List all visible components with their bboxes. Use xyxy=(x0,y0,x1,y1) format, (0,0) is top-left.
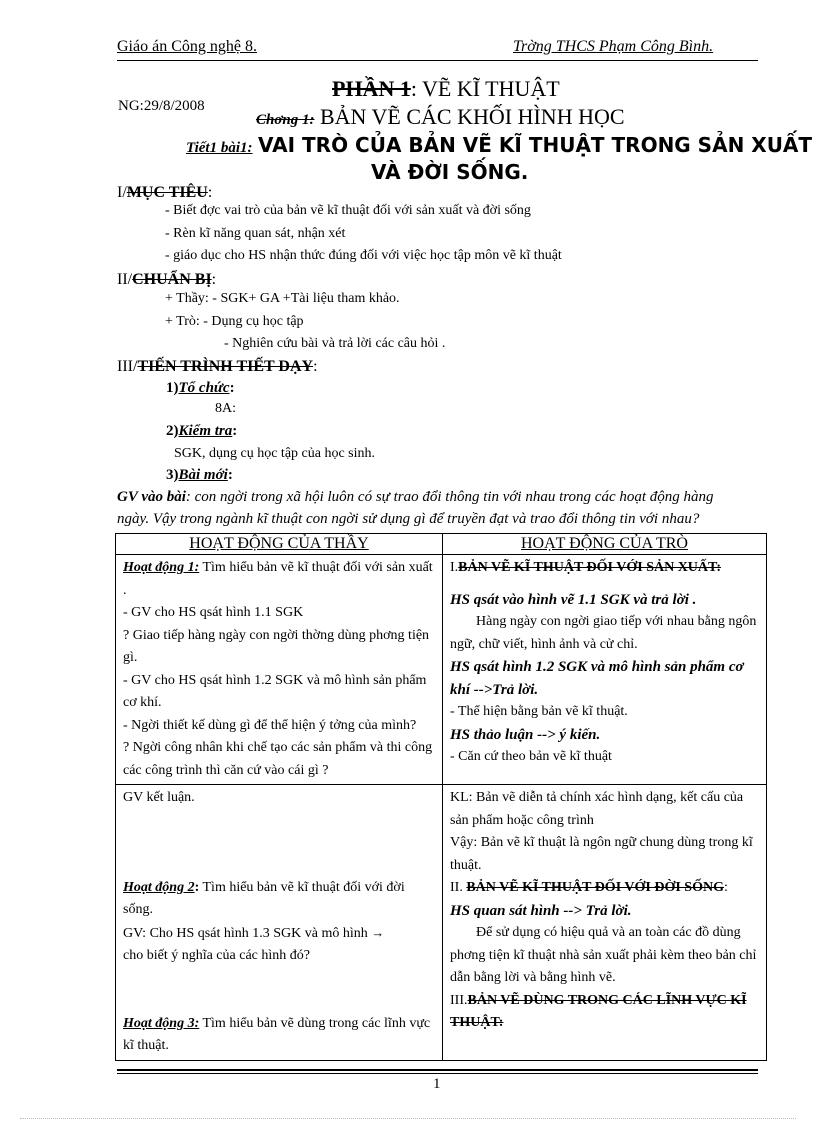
lesson-title-line2: VÀ ĐỜI SỐNG. xyxy=(371,160,529,184)
activity-table xyxy=(115,533,767,1061)
teacher-line: ? Giao tiếp hàng ngày con ngời thờng dùng phơng tiện gì. xyxy=(123,627,430,665)
intro-label: GV vào bài xyxy=(117,489,186,505)
heading-number: I. xyxy=(450,560,459,575)
heading-colon: : xyxy=(723,880,728,895)
column-header-teacher: HOẠT ĐỘNG CỦA THẦY xyxy=(116,534,443,555)
teacher-cell xyxy=(116,785,443,1061)
spacer xyxy=(123,968,435,1013)
subsection-number: 1) xyxy=(166,380,179,396)
part-title-text: : VẼ KĨ THUẬT xyxy=(410,76,560,101)
teacher-text: GV: Cho HS qsát hình 1.3 SGK và mô hình xyxy=(123,925,368,941)
intro-line-1 xyxy=(117,489,714,506)
section-heading-objectives xyxy=(117,184,212,202)
teacher-line: ? Ngời công nhân khi chế tạo các sản phẩm và thi công các công trình thì căn cứ vào cái gì ? xyxy=(123,740,433,778)
chapter-title-text: BẢN VẼ CÁC KHỐI HÌNH HỌC xyxy=(319,104,625,129)
teacher-line xyxy=(123,922,435,946)
subsection-number: 2) xyxy=(166,423,179,439)
activity-label: Hoạt động 3: xyxy=(123,1015,200,1031)
table-row xyxy=(116,555,767,785)
section-heading-procedure xyxy=(117,358,318,376)
subsection-new-lesson: 3)Bài mới: xyxy=(166,467,233,483)
student-line: HS quan sát hình --> Trả lời. xyxy=(450,902,632,919)
lesson-label: Tiết1 bài1: xyxy=(186,140,253,156)
objective-item: - giáo dục cho HS nhận thức đúng đối với việc học tập môn vẽ kĩ thuật xyxy=(165,248,562,263)
class-name: 8A: xyxy=(215,401,236,416)
section-number: I/ xyxy=(117,184,127,201)
teacher-line: - GV cho HS qsát hình 1.2 SGK và mô hình sản phẩm cơ khí. xyxy=(123,672,427,710)
subsection-check: 2)Kiểm tra: xyxy=(166,423,238,439)
preparation-item: - Nghiên cứu bài và trả lời các câu hỏi . xyxy=(224,336,446,351)
student-line: HS qsát hình 1.2 SGK và mô hình sản phẩm cơ khí -->Trả lời. xyxy=(450,659,744,698)
section-colon: : xyxy=(313,358,318,375)
lesson-title-line1: VAI TRÒ CỦA BẢN VẼ KĨ THUẬT TRONG SẢN XUẤT xyxy=(258,133,813,157)
activity-label: Hoạt động 1: xyxy=(123,560,200,575)
student-line: - Thể hiện bằng bản vẽ kĩ thuật. xyxy=(450,704,628,719)
activity-colon: : xyxy=(194,879,200,895)
section-title: MỤC TIÊU xyxy=(126,184,208,201)
subsection-title: Bài mới xyxy=(178,467,228,483)
lesson-title xyxy=(186,132,812,158)
header-rule xyxy=(117,60,758,61)
teacher-line: - GV cho HS qsát hình 1.1 SGK xyxy=(123,605,304,620)
teacher-line: GV kết luận. xyxy=(123,790,195,805)
page-edge-divider xyxy=(20,1118,796,1119)
subsection-title: Kiểm tra xyxy=(178,423,233,439)
objective-item: - Biết đợc vai trò của bản vẽ kĩ thuật đối với sản xuất và đời sống xyxy=(165,203,531,218)
heading-number: II. xyxy=(450,880,463,895)
teacher-line: cho biết ý nghĩa của các hình đó? xyxy=(123,948,310,963)
spacer xyxy=(123,810,435,877)
student-heading xyxy=(450,877,759,900)
student-line: Vậy: Bản vẽ kĩ thuật là ngôn ngữ chung dùng trong kĩ thuật. xyxy=(450,835,753,873)
chapter-label: Chơng 1: xyxy=(256,112,315,128)
student-cell xyxy=(443,785,767,1061)
subsection-title: Tổ chức xyxy=(178,380,230,396)
header-left: Giáo án Công nghệ 8. xyxy=(117,38,257,55)
header-right: Trờng THCS Phạm Công Bình. xyxy=(513,38,714,55)
student-line: HS qsát vào hình vẽ 1.1 SGK và trả lời . xyxy=(450,591,697,608)
lesson-date: NG:29/8/2008 xyxy=(118,98,205,114)
preparation-item: + Trò: - Dụng cụ học tập xyxy=(165,314,304,329)
activity-desc: Tìm hiểu bản vẽ dùng trong các lĩnh vực kĩ thuật. xyxy=(123,1015,431,1053)
subsection-organization: 1)Tổ chức: xyxy=(166,380,235,396)
subsection-number: 3) xyxy=(166,467,179,483)
preparation-item: + Thầy: - SGK+ GA +Tài liệu tham khảo. xyxy=(165,291,400,306)
part-title xyxy=(332,76,560,102)
activity-label: Hoạt động 2 xyxy=(123,879,195,895)
part-label: PHẦN 1 xyxy=(332,76,411,101)
student-line: KL: Bản vẽ diễn tả chính xác hình dạng, kết cấu của sản phẩm hoặc công trình xyxy=(450,790,744,828)
teacher-cell xyxy=(116,555,443,785)
objective-item: - Rèn kĩ năng quan sát, nhận xét xyxy=(165,226,346,241)
activity-2-text xyxy=(123,877,435,922)
section-number: II/ xyxy=(117,271,133,288)
heading-number: III. xyxy=(450,992,468,1008)
heading-title: BẢN VẼ DÙNG TRONG CÁC LĨNH VỰC KĨ THUẬT: xyxy=(450,992,747,1030)
table-row xyxy=(116,785,767,1061)
student-heading xyxy=(450,990,759,1035)
footer-rule-thick xyxy=(117,1069,758,1071)
student-cell xyxy=(443,555,767,785)
section-colon: : xyxy=(211,271,217,288)
table-header-row xyxy=(116,534,767,555)
section-title: CHUẨN BỊ xyxy=(132,271,212,288)
footer-rule-thin xyxy=(117,1073,758,1074)
section-title: TIẾN TRÌNH TIẾT DẠY xyxy=(137,358,314,375)
column-header-student: HOẠT ĐỘNG CỦA TRÒ xyxy=(443,534,767,555)
student-line: HS thảo luận --> ý kiến. xyxy=(450,726,601,743)
section-colon: : xyxy=(207,184,213,201)
chapter-title xyxy=(256,104,625,130)
teacher-line: - Ngời thiết kế dùng gì để thể hiện ý tởng của mình? xyxy=(123,717,417,733)
check-text: SGK, dụng cụ học tập của học sinh. xyxy=(174,446,376,461)
intro-line-2: ngày. Vậy trong ngành kĩ thuật con ngời sử dụng gì để truyền đạt và trao đổi thông tin với nhau? xyxy=(117,511,700,527)
heading-title: BẢN VẼ KĨ THUẬT ĐỐI VỚI ĐỜI SỐNG xyxy=(466,880,724,895)
arrow-right-icon: → xyxy=(371,924,385,940)
student-line: Để sử dụng có hiệu quả và an toàn các đồ dùng phơng tiện kĩ thuật nhà sản xuất phải kèm theo bản chỉ dẫn bằng lời và bằng hình vẽ. xyxy=(450,925,757,985)
intro-text: : con ngời trong xã hội luôn có sự trao đổi thông tin với nhau trong các hoạt động hàng xyxy=(185,489,714,505)
activity-desc: Tìm hiểu bản vẽ kĩ thuật đối với đời sống. xyxy=(123,879,405,917)
activity-1-text xyxy=(123,557,435,602)
section-number: III/ xyxy=(117,358,138,375)
section-heading-preparation xyxy=(117,271,216,289)
activity-desc: Tìm hiểu bản vẽ kĩ thuật đối với sản xuất . xyxy=(123,560,433,598)
heading-title: BẢN VẼ KĨ THUẬT ĐỐI VỚI SẢN XUẤT: xyxy=(458,560,721,575)
student-heading xyxy=(450,557,759,580)
student-line: Hàng ngày con ngời giao tiếp với nhau bằng ngôn ngữ, chữ viết, hình ảnh và cử chỉ. xyxy=(450,614,757,652)
spacer xyxy=(450,580,759,589)
activity-3-text xyxy=(123,1013,435,1058)
page-number: 1 xyxy=(433,1076,441,1092)
student-line: - Căn cứ theo bản vẽ kĩ thuật xyxy=(450,749,612,764)
